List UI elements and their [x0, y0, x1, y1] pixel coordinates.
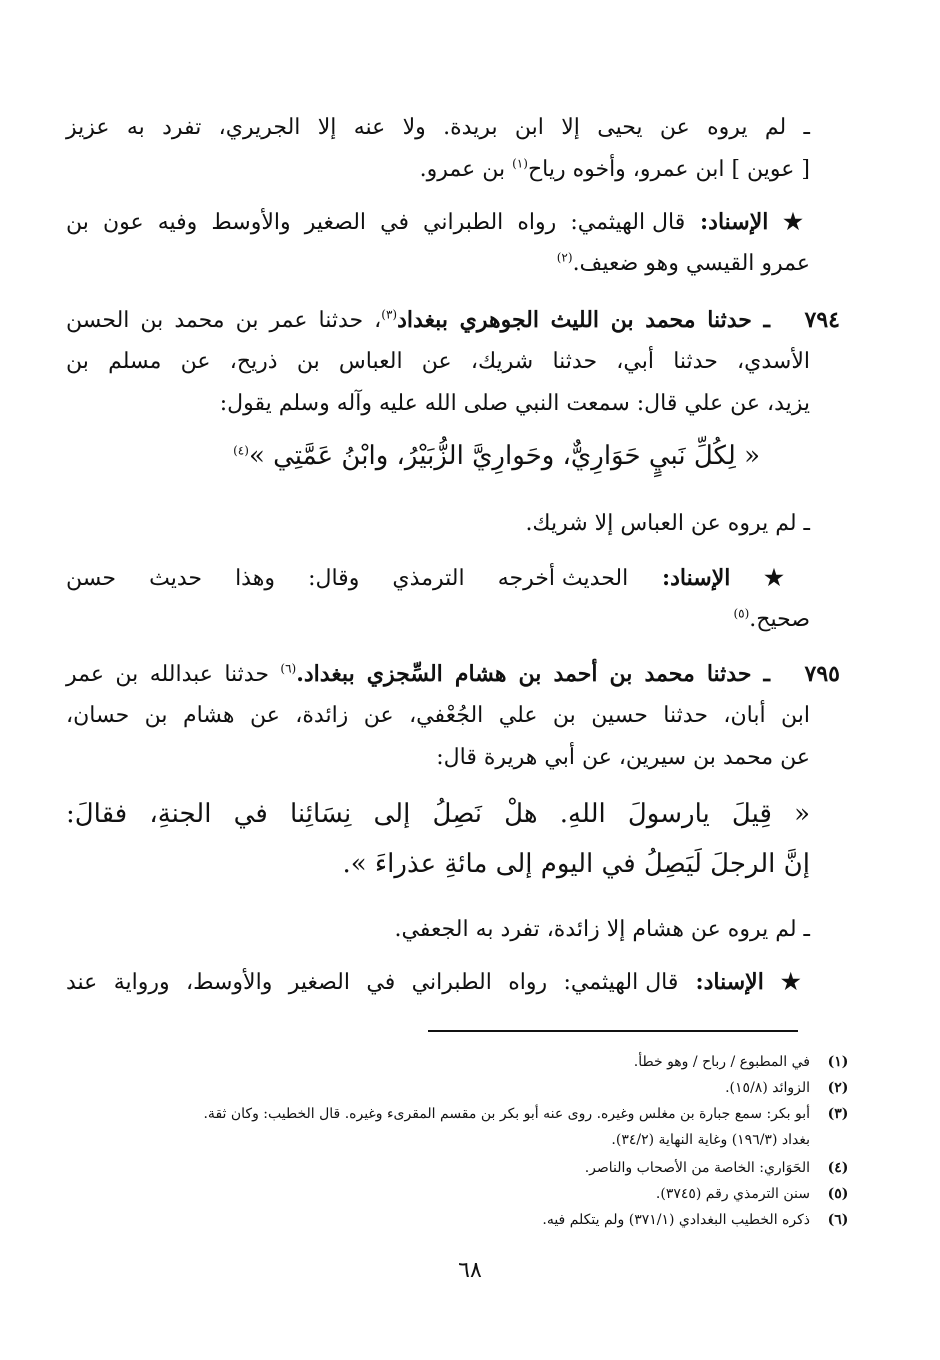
isnad-label: ★ الإسناد:: [628, 565, 810, 591]
footnote-ref[interactable]: (٣): [381, 307, 398, 322]
hadith-number: ٧٩٤: [804, 307, 840, 333]
footnote-number: (٣): [827, 1106, 849, 1122]
page-number: ٦٨: [458, 1258, 482, 1283]
footnote-separator: [428, 1030, 798, 1032]
footnote: (١) في المطبوع / رباح / وهو خطأ.: [60, 1050, 810, 1075]
footnote: (٦) ذكره الخطيب البغدادي (٣٧١/١) ولم يتكلم فيه.: [60, 1208, 810, 1233]
footnote-ref[interactable]: (٥): [733, 606, 750, 621]
text-line: ـ لم يروه عن العباس إلا شريك.: [525, 511, 810, 536]
footnote-ref[interactable]: (٢): [556, 250, 573, 265]
footnote-ref[interactable]: (٤): [233, 443, 249, 458]
text-line: ابن أبان، حدثنا حسين بن علي الجُعْفي، عن زائدة، عن هشام بن حسان،: [66, 703, 810, 728]
isnad-label: ★ الإسناد:: [685, 209, 810, 235]
footnote: (٣) أبو بكر: سمع جبارة بن مغلس وغيره. روى عنه أبو بكر بن مقسم المقرىء وغيره. قال الخطيب: وكان ثقة.: [60, 1102, 810, 1127]
footnote-number: (٤): [827, 1160, 849, 1176]
footnote-number: (٥): [827, 1186, 849, 1202]
isnad-line: ★ الإسناد: الحديث أخرجه الترمذي وقال: وهذا حديث حسن: [66, 565, 810, 591]
text-line: عمرو القيسي وهو ضعيف.$^{(٢)}$: [556, 250, 810, 276]
footnote-ref[interactable]: (١): [512, 156, 528, 171]
footnote: (٥) سنن الترمذي رقم (٣٧٤٥).: [60, 1182, 810, 1207]
text-line: ـ حدثنا محمد بن أحمد بن هشام السِّجزي ببغداد.$^{(٦)}$ حدثنا عبدالله بن عمر: [66, 661, 770, 687]
footnote: (٤) الحَوَاري: الخاصة من الأصحاب والناصر.: [60, 1156, 810, 1181]
hadith-quote: « قِيلَ يارسولَ اللهِ. هلْ نَصِلُ إلى نِسَائِنا في الجنةِ، فقالَ:: [66, 799, 810, 829]
hadith-quote: إنَّ الرجلَ لَيَصِلُ في اليوم إلى مائةِ عذراءَ ».: [342, 849, 810, 879]
footnote-number: (٢): [827, 1080, 849, 1096]
isnad-line: ★ الإسناد: قال الهيثمي: رواه الطبراني في الصغير والأوسط وفيه عون بن: [66, 209, 810, 235]
text-line: ـ لم يروه عن هشام إلا زائدة، تفرد به الجعفي.: [394, 917, 810, 942]
text-line: ـ حدثنا محمد بن الليث الجوهري ببغداد$^{(٣)}$، حدثنا عمر بن محمد بن الحسن: [66, 307, 770, 333]
footnote: (٢) الزوائد (١٥/٨).: [60, 1076, 810, 1101]
text-line: يزيد، عن علي قال: سمعت النبي صلى الله عليه وآله وسلم يقول:: [219, 391, 810, 416]
footnote-number: (١): [827, 1054, 849, 1070]
footnote-number: (٦): [827, 1212, 849, 1228]
text-line: عن محمد بن سيرين، عن أبي هريرة قال:: [436, 745, 810, 770]
isnad-line: ★ الإسناد: قال الهيثمي: رواه الطبراني في الصغير والأوسط، ورواية عند: [66, 969, 810, 995]
text-line: ـ لم يروه عن يحيى إلا ابن بريدة. ولا عنه إلا الجريري، تفرد به عزيز: [66, 115, 810, 140]
text-line: [ عوين ] ابن عمرو، وأخوه رياح$^{(١)}$ بن عمرو.: [419, 156, 810, 182]
hadith-number: ٧٩٥: [804, 661, 840, 687]
isnad-label: ★ الإسناد:: [678, 969, 810, 995]
hadith-quote: « لِكُلِّ نَبيٍ حَوَارِيٌّ، وحَوارِيَّ الزُّبَيْرُ، وابْنُ عَمَّتِي »$^{(٤)}$: [233, 441, 760, 471]
text-line: صحيح.$^{(٥)}$: [733, 606, 810, 632]
footnote-ref[interactable]: (٦): [280, 661, 297, 676]
footnote-continuation: بغداد (١٩٦/٣) وغاية النهاية (٣٤/٢).: [611, 1132, 810, 1148]
text-line: الأسدي، حدثنا أبي، حدثنا شريك، عن العباس بن ذريح، عن مسلم بن: [66, 349, 810, 374]
